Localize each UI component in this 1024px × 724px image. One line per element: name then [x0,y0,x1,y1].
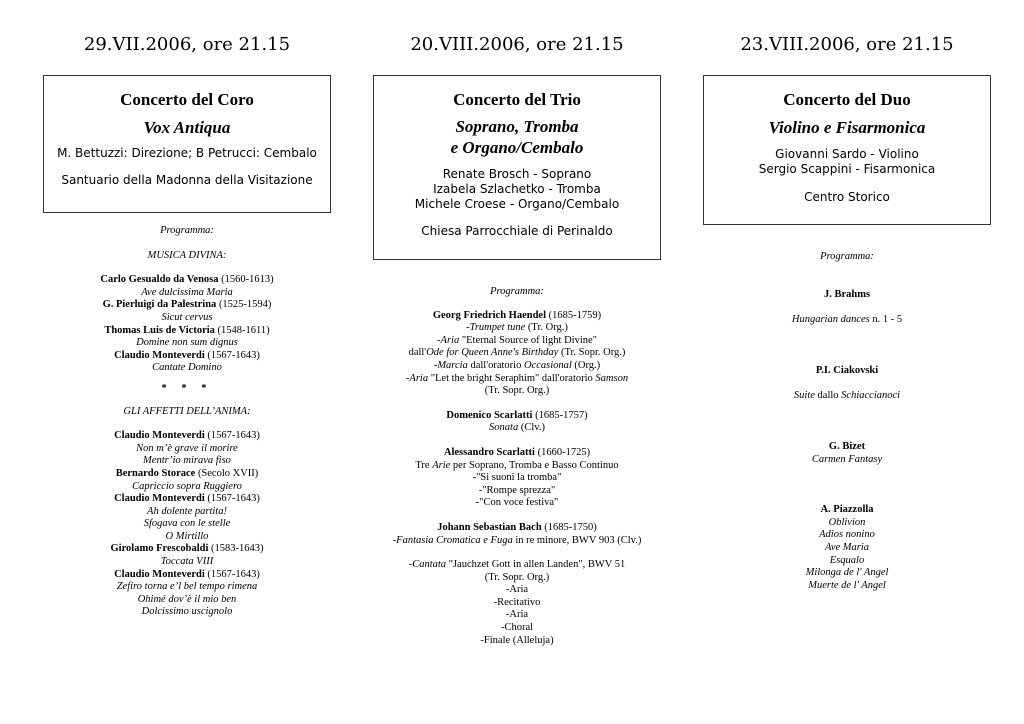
composer-line: Claudio Monteverdi (1567-1643) [114,568,260,580]
piece: Sicut cervus [161,311,213,323]
piece: (Tr. Sopr. Org.) [484,385,550,397]
date-concert-3: 23.VIII.2006, ore 21.15 [740,34,954,55]
piece: Toccata VIII [160,556,214,568]
date-concert-2: 20.VIII.2006, ore 21.15 [410,34,624,55]
concert-2-header-box [373,75,661,260]
composer-line: Johann Sebastian Bach (1685-1750) [437,521,597,533]
piece: -Finale (Alleluja) [480,634,554,646]
piece: Mentr’io mirava fiso [143,455,231,467]
concert-2-subtitle-line-2: e Organo/Cembalo [450,138,584,157]
program-label: Programma: [820,251,874,262]
piece: -"Si suoni la tromba" [472,472,562,484]
composer-line: Thomas Luis de Victoria (1548-1611) [104,324,270,336]
piece: Non m’è grave il morire [136,442,238,454]
composer-line: G. Bizet [828,440,866,452]
composer-line: A. Piazzolla [820,504,874,516]
piece: Ah dolente partita! [147,505,227,517]
piece: Sonata (Clv.) [489,422,545,434]
piece: -Recitativo [493,596,541,608]
composer-line: Claudio Monteverdi (1567-1643) [114,349,260,361]
piece: -Aria [505,584,529,596]
piece: Carmen Fantasy [811,453,883,465]
concert-1-subtitle: Vox Antiqua [143,118,231,137]
piece: Sfogava con le stelle [143,518,231,530]
piece: -Marcia dall'oratorio Occasional (Org.) [433,359,601,371]
concert-3-title: Concerto del Duo [783,90,911,109]
composer-line: Claudio Monteverdi (1567-1643) [114,493,260,505]
program-label: Programma: [490,286,544,297]
concert-3-program [703,251,991,592]
piece: Suite dallo Schiaccianoci [793,390,901,402]
concert-2-subtitle-line-1: Soprano, Tromba [455,117,579,136]
section-heading: MUSICA DIVINA: [147,249,227,261]
piece: Milonga de l' Angel [805,567,889,579]
concert-1-program [43,225,331,619]
concert-1-header-box [43,75,331,213]
piece: Hungarian dances n. 1 - 5 [791,314,903,326]
concert-3-subtitle: Violino e Fisarmonica [768,118,926,137]
piece: -Aria "Eternal Source of light Divine" [437,334,597,346]
piece: -Aria [505,609,529,621]
section-heading: GLI AFFETTI DELL’ANIMA: [123,405,251,417]
composer-line: Girolamo Frescobaldi (1583-1643) [110,543,264,555]
piece: -Cantata "Jauchzet Gott in allen Landen", BWV 51 [408,559,626,571]
performer: Renate Brosch - Soprano [442,167,592,181]
piece: Cantate Domino [152,362,222,374]
composer-line: Alessandro Scarlatti (1660-1725) [443,446,591,458]
piece: Adios nonino [819,529,875,541]
composer-line: Bernardo Storace (Secolo XVII) [115,467,259,479]
piece: dall'Ode for Queen Anne's Birthday (Tr. Sopr. Org.) [408,347,626,359]
composer-line: P.I. Ciakovski [815,364,879,376]
piece: Domine non sum dignus [136,337,238,349]
piece: -Trumpet tune (Tr. Org.) [466,322,568,334]
piece: Esqualo [829,554,865,566]
performer: Michele Croese - Organo/Cembalo [414,197,620,211]
piece: Muerte de l' Angel [808,579,886,591]
composer-line: Carlo Gesualdo da Venosa (1560-1613) [100,274,274,286]
concert-3-venue: Centro Storico [804,190,890,204]
composer-line: G. Pierluigi da Palestrina (1525-1594) [102,299,272,311]
concert-2-venue: Chiesa Parrocchiale di Perinaldo [421,224,613,238]
piece: -"Rompe sprezza" [478,484,556,496]
piece: -Choral [500,622,534,634]
composer-line: Georg Friedrich Haendel (1685-1759) [432,309,602,321]
piece: -Aria "Let the bright Seraphim" dall'oratorio Samson [405,372,629,384]
separator-stars: * * * [161,382,213,394]
concert-2-program [363,286,671,647]
performer: Izabela Szlachetko - Tromba [433,182,601,196]
piece: Dolcissimo uscignolo [141,606,233,618]
piece: Oblivion [828,516,866,528]
piece: -Fantasia Cromatica e Fuga in re minore, BWV 903 (Clv.) [392,534,642,546]
composer-line: J. Brahms [823,288,871,300]
performer: Sergio Scappini - Fisarmonica [758,162,936,176]
date-concert-1: 29.VII.2006, ore 21.15 [83,34,291,55]
piece: Capriccio sopra Ruggiero [132,480,242,492]
composer-line: Domenico Scarlatti (1685-1757) [446,409,588,421]
piece: Ave dulcissima Maria [141,286,233,298]
piece: O Mirtillo [165,530,209,542]
concert-2-title: Concerto del Trio [453,90,581,109]
concert-1-venue: Santuario della Madonna della Visitazione [61,173,313,187]
concert-1-performers: M. Bettuzzi: Direzione; B Petrucci: Cembalo [57,146,317,160]
piece: -"Con voce festiva" [475,497,559,509]
piece: Zefiro torna e’l bel tempo rimena [116,581,258,593]
piece: Tre Arie per Soprano, Tromba e Basso Continuo [415,459,619,471]
composer-line: Claudio Monteverdi (1567-1643) [114,430,260,442]
piece: Ohimé dov’è il mio ben [137,593,237,605]
piece: Ave Maria [824,541,870,553]
piece: (Tr. Sopr. Org.) [484,571,550,583]
concert-1-title: Concerto del Coro [120,90,254,109]
concert-3-header-box [703,75,991,225]
performer: Giovanni Sardo - Violino [775,147,919,161]
program-label: Programma: [160,225,214,236]
